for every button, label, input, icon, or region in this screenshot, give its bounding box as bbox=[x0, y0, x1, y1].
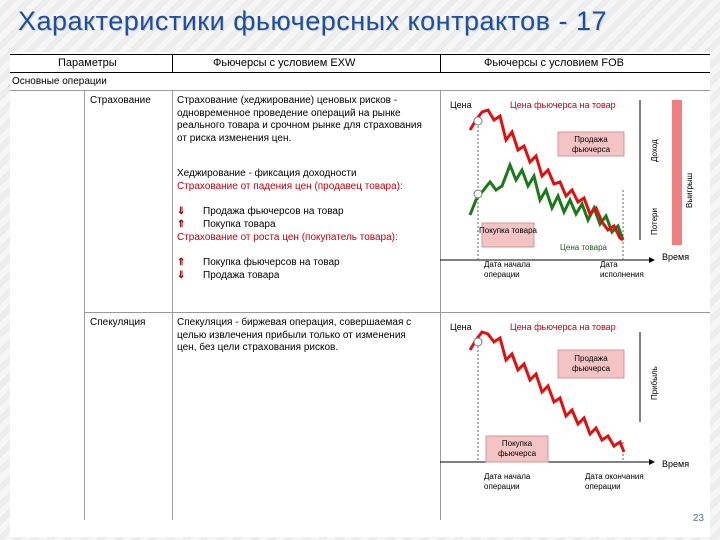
col-divider-1 bbox=[172, 90, 173, 520]
buy-hedge-item-2: ⇓ Продажа товара bbox=[177, 270, 280, 281]
param-speculation: Спекуляция bbox=[90, 317, 146, 328]
buy-hedge-item-1: ⇑ Покупка фьючерсов на товар bbox=[177, 257, 340, 268]
arrow-down-icon: ⇓ bbox=[177, 206, 186, 217]
gain-label: Выигрыш bbox=[685, 172, 694, 208]
buy-futures-label: Покупка фьючерса bbox=[497, 439, 537, 458]
col-divider-0 bbox=[84, 90, 85, 520]
hedging-chart bbox=[440, 90, 710, 312]
header-divider-1 bbox=[172, 55, 173, 72]
page-number: 23 bbox=[692, 513, 704, 524]
price-axis-label: Цена bbox=[450, 322, 472, 332]
sell-hedge-item-1: ⇓ Продажа фьючерсов на товар bbox=[177, 206, 344, 217]
gain-bar bbox=[672, 100, 682, 245]
end-date-label: Дата окончания операции bbox=[585, 472, 644, 491]
header-divider-2 bbox=[440, 55, 441, 72]
hedging-fixation: Хеджирование - фиксация доходности bbox=[177, 168, 357, 179]
buy-hedge-title: Страхование от роста цен (покупатель товара): bbox=[177, 232, 398, 243]
speculation-description: Спекуляция - биржевая операция, совершаемая с целью извлечения прибыли только от изменения цен, без цели страхования рисков. bbox=[177, 317, 412, 353]
profit-label: Прибыль bbox=[650, 366, 659, 400]
losses-label: Потери bbox=[650, 208, 659, 235]
goods-line-label: Цена товара bbox=[560, 243, 607, 252]
futures-line-label: Цена фьючерса на товар bbox=[510, 322, 616, 332]
param-hedging: Страхование bbox=[90, 95, 151, 106]
futures-line-label: Цена фьючерса на товар bbox=[510, 100, 616, 110]
speculation-chart bbox=[440, 312, 710, 520]
price-axis-label: Цена bbox=[450, 100, 472, 110]
header-parameters: Параметры bbox=[58, 57, 117, 69]
sell-futures-label: Продажа фьючерса bbox=[571, 354, 611, 373]
sell-hedge-title: Страхование от падения цен (продавец товара): bbox=[177, 181, 403, 192]
income-label: Доход bbox=[650, 139, 659, 162]
header-exw: Фьючерсы с условием EXW bbox=[213, 57, 356, 69]
start-date-label: Дата начала операции bbox=[484, 260, 531, 279]
buy-goods-marker bbox=[474, 190, 482, 198]
sell-futures-marker bbox=[474, 338, 482, 346]
sell-futures-marker bbox=[474, 117, 482, 125]
sell-hedge-item-2: ⇑ Покупка товара bbox=[177, 219, 276, 230]
arrow-up-icon: ⇑ bbox=[177, 257, 186, 268]
page-title: Характеристики фьючерсных контрактов - 17 bbox=[18, 6, 608, 36]
start-date-label: Дата начала операции bbox=[484, 472, 531, 491]
buy-goods-label: Покупка товара bbox=[479, 226, 537, 235]
futures-price-line bbox=[470, 110, 623, 240]
time-axis-label: Время bbox=[662, 252, 690, 262]
time-axis-label: Время bbox=[662, 459, 690, 469]
header-fob: Фьючерсы с условием FOB bbox=[484, 57, 624, 69]
section-basic-operations: Основные операции bbox=[12, 76, 107, 87]
header-top-rule bbox=[10, 54, 710, 55]
sell-futures-label: Продажа фьючерса bbox=[571, 135, 611, 154]
end-date-label: Дата исполнения bbox=[600, 260, 644, 279]
hedging-description: Страхование (хеджирование) ценовых рисков - одновременное проведение операций на рынке реального товара и срочном рынке для страхования от риска изменения цен. bbox=[177, 95, 422, 144]
arrow-up-icon: ⇑ bbox=[177, 219, 186, 230]
table-header bbox=[10, 55, 710, 73]
arrow-down-icon: ⇓ bbox=[177, 270, 186, 281]
